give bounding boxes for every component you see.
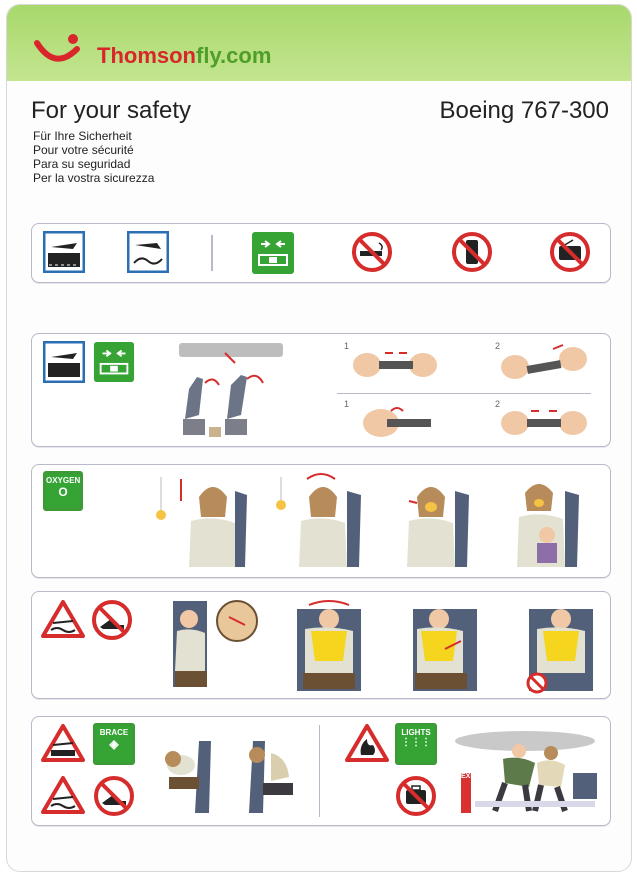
don-vest-illustration <box>289 599 373 695</box>
step-number: 2 <box>495 399 501 409</box>
subtitle-es: Para su seguridad <box>33 157 131 171</box>
no-high-heels-icon <box>93 775 135 817</box>
floor-lights-sign: LIGHTS ⋮⋮⋮ <box>395 723 437 765</box>
crash-landing-icon <box>41 723 85 763</box>
no-radio-icon <box>549 231 591 273</box>
open-buckle-illustration <box>351 401 441 445</box>
safety-card <box>6 4 632 872</box>
landing-icon <box>127 231 169 273</box>
place-mask-illustration <box>391 471 491 571</box>
divider <box>211 235 213 271</box>
tighten-belt-illustration <box>499 343 589 387</box>
divider <box>319 725 320 817</box>
fasten-seatbelt-icon <box>251 231 295 275</box>
oxygen-sign: OXYGEN O <box>43 471 83 511</box>
fire-icon <box>345 723 389 763</box>
tie-vest-illustration <box>405 599 489 695</box>
brace-position-illustration <box>159 733 299 819</box>
page-title: For your safety <box>31 97 192 124</box>
no-baggage-icon <box>395 775 437 817</box>
no-smoking-icon <box>351 231 393 273</box>
fasten-belt-illustration <box>351 343 441 387</box>
exit-sign: EXIT <box>461 773 471 813</box>
evacuation-illustration <box>455 723 605 821</box>
restrictions-panel <box>31 223 611 283</box>
water-landing-icon <box>41 599 85 639</box>
subtitle-de: Für Ihre Sicherheit <box>33 129 132 143</box>
fasten-seatbelt-icon <box>93 341 135 383</box>
step-number: 2 <box>495 341 501 351</box>
oxygen-mask-drop-illustration <box>151 471 251 571</box>
takeoff-icon <box>43 341 85 383</box>
step-number: 1 <box>344 341 350 351</box>
subtitle-list <box>33 129 154 185</box>
seatback-upright-illustration <box>175 339 287 443</box>
takeoff-icon <box>43 231 85 273</box>
water-landing-icon <box>41 775 85 815</box>
pull-mask-illustration <box>271 471 371 571</box>
vest-under-seat-illustration <box>167 597 263 693</box>
subtitle-it: Per la vostra sicurezza <box>33 171 155 185</box>
no-mobile-phone-icon <box>451 231 493 273</box>
subtitle-fr: Pour votre sécurité <box>33 143 134 157</box>
divider <box>337 393 591 394</box>
do-not-inflate-illustration <box>521 599 601 695</box>
tui-logo-icon <box>33 31 89 71</box>
aircraft-model: Boeing 767-300 <box>439 97 609 124</box>
no-high-heels-icon <box>91 599 133 641</box>
brand-name: Thomsonfly.com <box>97 43 272 68</box>
brace-sign: BRACE ◈ <box>93 723 135 765</box>
step-number: 1 <box>344 399 350 409</box>
release-belt-illustration <box>499 401 589 445</box>
help-child-mask-illustration <box>507 471 603 571</box>
